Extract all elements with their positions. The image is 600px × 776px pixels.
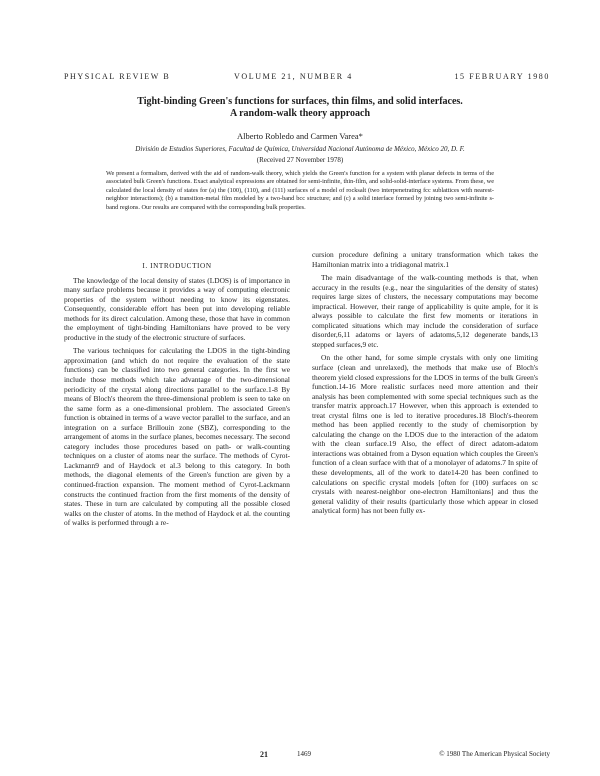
page-number: 1469 (297, 750, 311, 758)
volume-number: VOLUME 21, NUMBER 4 (234, 72, 353, 81)
page-footer (64, 750, 550, 760)
intro-paragraph-2-continued: cursion procedure defining a unitary transformation which takes the Hamiltonian matrix into a tridiagonal matrix.1 (312, 250, 538, 269)
title-line-1: Tight-binding Green's functions for surfaces, thin films, and solid interfaces. (137, 96, 463, 107)
affiliation: División de Estudios Superiores, Facultad de Química, Universidad Nacional Autónoma de México, México 20, D. F. (135, 145, 465, 153)
copyright: © 1980 The American Physical Society (439, 750, 550, 758)
article-title (60, 96, 540, 120)
intro-paragraph-1: The knowledge of the local density of states (LDOS) is of importance in many surface problems because it provides a way of computing electronic properties of the system without needing to know its eigenstates. Consequently, considerable effort has been put into developing reliable methods for its direct calculation. Among these, those that have in common the employment of tight-binding Hamiltonians have proved to be very productive in the study of the electronic structure of surfaces. (64, 275, 290, 342)
received-date: (Received 27 November 1978) (256, 156, 344, 164)
journal-name: PHYSICAL REVIEW B (64, 72, 171, 81)
abstract: We present a formalism, derived with the aid of random-walk theory, which yields the Green's function for a system with planar defects in terms of the associated bulk Green's functions. Exact analytical expressions are obtained for semi-infinite, thin-film, and solid-solid-interface systems. From these, we calculated the local density of states for (a) the (100), (110), and (111) surfaces of a model of rocksalt (two interpenetrating fcc sublattices with nearest-neighbor interactions); (b) a transition-metal film modeled by a two-band bcc structure; and (c) a solid interface formed by joining two semi-infinite s-band regions. Our results are compared with the corresponding bulk properties. (106, 170, 494, 211)
issue-date: 15 FEBRUARY 1980 (454, 72, 550, 81)
right-column (312, 250, 538, 516)
intro-paragraph-4: On the other hand, for some simple crystals with only one limiting surface (clean and unrelaxed), the methods that make use of Bloch's theorem yield closed expressions for the LDOS in terms of the bulk Green's function.14-16 More realistic surfaces need more attention and their analysis has been complemented with some special techniques such as the transfer matrix approach.17 However, when this approach is extended to treat crystal films one is led to iterative procedures.18 Bloch's-theorem method has been applied recently to the study of chemisorption by calculating the change on the LDOS due to the interaction of the adatom with the clean surface.19 Also, the effect of direct adatom-adatom interactions was obtained from a Dyson equation which couples the Green's function of a clean surface with that of a monolayer of adatoms.7 In spite of these developments, all of the work to date14-20 has been confined to calculations on specific crystal models [often for (100) surfaces on sc crystals with nearest-neighbor one-electron Hamiltonians] and thus the general validity of their results (particularly those which appear in closed analytical form) has not been fully ex- (312, 353, 538, 516)
intro-paragraph-2: The various techniques for calculating the LDOS in the tight-binding approximation (and which do not require the evaluation of the state functions) can be classified into two general categories. In the first we include those methods which take advantage of the two-dimensional periodicity of the crystal along directions parallel to the surface.1-8 By means of Bloch's theorem the three-dimensional problem is seen to take on the same form as a one-dimensional problem. The associated Green's function is obtained in terms of a wave vector parallel to the surface, and an integration on a surface Brillouin zone (SBZ), corresponding to the arrangement of atoms in the surface planes, becomes necessary. The second category includes those procedures based on path- or walk-counting techniques on a cluster of atoms near the surface. The methods of Cyrot-Lackmann9 and of Haydock et al.3 belong to this category. In both methods, the diagonal elements of the Green's function are given by a continued-fraction expansion. The moment method of Cyrot-Lackmann constructs the continued fraction from the first moments of the density of states. These in turn are calculated by computing all the possible closed walks on the cluster of atoms. In the method of Haydock et al. the counting of walks is performed through a re- (64, 346, 290, 528)
left-column (64, 262, 290, 528)
intro-paragraph-3: The main disadvantage of the walk-counting methods is that, when accuracy in the results (e.g., near the singularities of the density of states) requires large sizes of clusters, the necessary computations may become impractical. However, their range of applicability is quite ample, for it is always possible to calculate the first few moments or iterations in complicated situations which may include the consideration of surface disorder,6,11 adatoms or layers of adatoms,5,12 degenerate bands,13 stepped surfaces,9 etc. (312, 273, 538, 349)
section-heading: I. INTRODUCTION (142, 262, 212, 270)
footer-volume: 21 (260, 750, 268, 759)
running-head (64, 72, 550, 84)
authors: Alberto Robledo and Carmen Varea* (237, 131, 363, 141)
title-line-2: A random-walk theory approach (229, 108, 371, 119)
